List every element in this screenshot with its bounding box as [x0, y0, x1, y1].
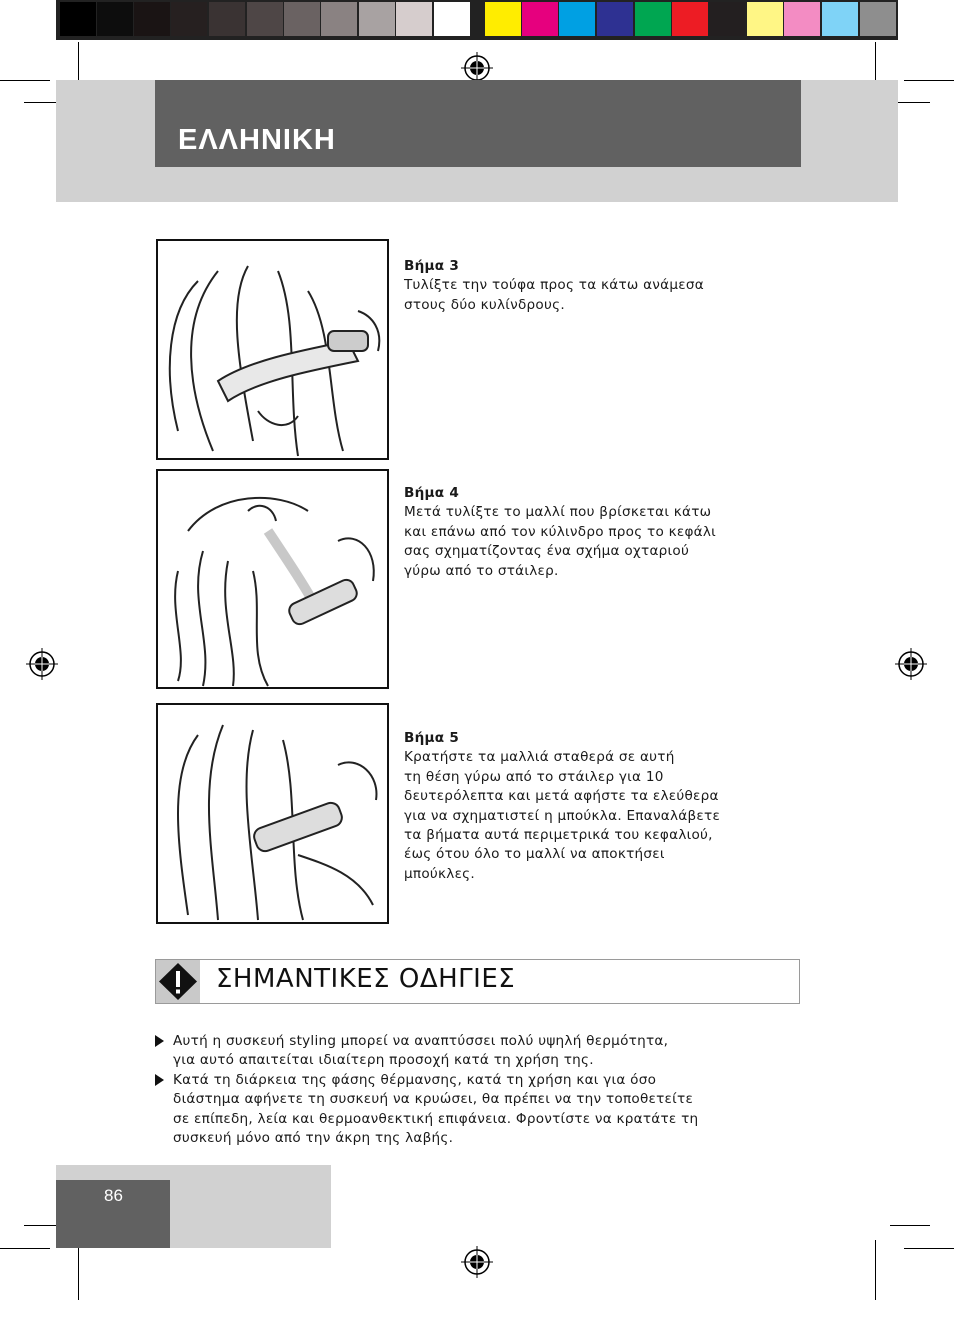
- crop-mark: [875, 1240, 876, 1300]
- bullet-line: για αυτό απαιτείται ιδιαίτερη προσοχή κατά τη χρήση της.: [173, 1052, 594, 1069]
- step-5-line: δευτερόλεπτα και μετά αφήστε τα ελεύθερα: [404, 788, 719, 805]
- color-swatch: [247, 2, 283, 36]
- bullet-arrow-icon: [155, 1074, 164, 1086]
- color-swatch: [97, 2, 133, 36]
- warning-icon: [156, 960, 200, 1003]
- step-5-text: [404, 729, 784, 884]
- step-5-line: για να σχηματιστεί η μπούκλα. Επαναλάβετε: [404, 807, 721, 824]
- step-4-line: και επάνω από τον κύλινδρο προς το κεφάλι: [404, 523, 717, 540]
- color-swatch: [709, 2, 745, 36]
- important-notice-header: [155, 959, 800, 1004]
- crop-mark: [0, 80, 50, 81]
- crop-mark: [0, 1248, 50, 1249]
- bullet-line: συσκευή μόνο από την άκρη της λαβής.: [173, 1130, 454, 1147]
- crop-mark: [904, 1248, 954, 1249]
- bullet-line: Αυτή η συσκευή styling μπορεί να αναπτύσσει πολύ υψηλή θερμότητα,: [173, 1033, 669, 1049]
- step-4-line: γύρω από το στάιλερ.: [404, 562, 559, 579]
- color-swatch: [822, 2, 858, 36]
- step-5-line: μπούκλες.: [404, 865, 475, 882]
- step-4-illustration: [156, 469, 389, 689]
- page-title: ΕΛΛΗΝΙΚΗ: [178, 124, 336, 156]
- step-5-illustration: [156, 703, 389, 924]
- color-swatch: [635, 2, 671, 36]
- registration-mark-icon: [26, 648, 58, 680]
- registration-mark-icon: [895, 648, 927, 680]
- color-swatch: [60, 2, 96, 36]
- bullet-line: σε επίπεδη, λεία και θερμοανθεκτική επιφάνεια. Φροντίστε να κρατάτε τη: [173, 1110, 699, 1127]
- step-5-line: έως ότου όλο το μαλλί να αποκτήσει: [404, 846, 665, 863]
- color-swatch: [209, 2, 245, 36]
- color-swatch: [396, 2, 432, 36]
- step-4-title: Βήμα 4: [404, 485, 460, 501]
- color-swatch: [672, 2, 708, 36]
- color-swatch: [171, 2, 207, 36]
- color-swatch: [559, 2, 595, 36]
- step-5-line: τα βήματα αυτά περιμετρικά του κεφαλιού,: [404, 827, 713, 844]
- step-5-title: Βήμα 5: [404, 730, 460, 746]
- color-swatch: [860, 2, 896, 36]
- step-4-line: Μετά τυλίξτε το μαλλί που βρίσκεται κάτω: [404, 504, 712, 521]
- bullet-item: [155, 1032, 785, 1071]
- notice-bullets: [155, 1032, 785, 1148]
- color-swatch: [485, 2, 521, 36]
- step-4-line: σας σχηματίζοντας ένα σχήμα οχταριού: [404, 543, 690, 560]
- step-3-line: Τυλίξτε την τούφα προς τα κάτω ανάμεσα: [404, 277, 704, 294]
- step-3-line: στους δύο κυλίνδρους.: [404, 296, 565, 313]
- crop-mark: [78, 1240, 79, 1300]
- color-swatch: [134, 2, 170, 36]
- bullet-arrow-icon: [155, 1035, 164, 1047]
- notice-title: ΣΗΜΑΝΤΙΚΕΣ ΟΔΗΓΙΕΣ: [216, 964, 516, 994]
- step-3-title: Βήμα 3: [404, 258, 460, 274]
- color-swatch: [597, 2, 633, 36]
- step-4-text: [404, 484, 784, 581]
- color-swatch: [784, 2, 820, 36]
- bullet-line: διάστημα αφήνετε τη συσκευή να κρυώσει, θα πρέπει να την τοποθετείτε: [173, 1091, 694, 1108]
- registration-mark-icon: [461, 1246, 493, 1278]
- step-5-line: Κρατήστε τα μαλλιά σταθερά σε αυτή: [404, 749, 675, 766]
- step-5-line: τη θέση γύρω από το στάιλερ για 10: [404, 768, 664, 785]
- bullet-line: Κατά τη διάρκεια της φάσης θέρμανσης, κατά τη χρήση και για όσο: [173, 1071, 657, 1088]
- color-swatch: [284, 2, 320, 36]
- bullet-item: [155, 1071, 785, 1149]
- warning-icon-background: [156, 960, 200, 1003]
- step-3-text: [404, 257, 784, 315]
- color-swatch: [747, 2, 783, 36]
- color-swatch: [321, 2, 357, 36]
- color-swatch: [359, 2, 395, 36]
- crop-mark: [904, 80, 954, 81]
- crop-mark: [890, 1225, 930, 1226]
- page-number: 86: [104, 1186, 123, 1205]
- color-swatch: [434, 2, 470, 36]
- step-3-illustration: [156, 239, 389, 460]
- color-swatch: [522, 2, 558, 36]
